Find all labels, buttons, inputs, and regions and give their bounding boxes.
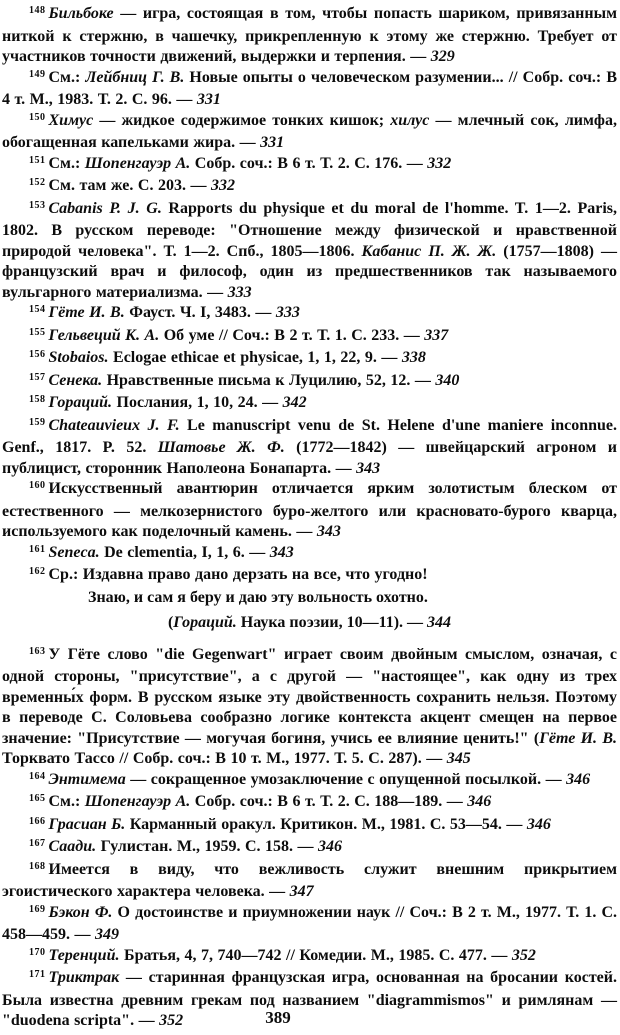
- text-segment: 346: [566, 770, 591, 788]
- text-segment: 333: [227, 283, 252, 301]
- text-segment: 331: [196, 91, 221, 108]
- footnote-number: 152: [29, 177, 46, 188]
- footnote-number: 162: [29, 566, 46, 577]
- text-segment: Гораций.: [48, 394, 113, 411]
- text-segment: 332: [427, 154, 452, 172]
- text-segment: См.:: [48, 154, 85, 172]
- text-segment: 337: [424, 326, 449, 344]
- text-segment: Энтимема: [48, 770, 126, 788]
- footnote-164: [2, 770, 617, 793]
- text-segment: 340: [435, 371, 460, 389]
- footnote-number: 156: [29, 349, 46, 360]
- text-segment: 352: [511, 946, 536, 964]
- text-segment: Издавна право дано дерзать на все, что угодно!: [82, 566, 428, 583]
- text-segment: Rapports du physique et du moral de l'homme. T. 1—2. Paris, 1802. В русском переводе: "Отношение между физической и нравственной природой человека". Т. 1—2. Спб., 1805—1806.: [2, 199, 617, 260]
- footnote-155: [2, 326, 617, 349]
- text-segment: Chateauvieux J. F.: [48, 416, 180, 434]
- text-segment: 346: [526, 815, 551, 833]
- text-segment: 332: [210, 177, 235, 194]
- text-segment: Гёте И. В.: [48, 304, 125, 321]
- footnote-number: 160: [29, 480, 46, 491]
- text-segment: 346: [318, 838, 343, 855]
- text-segment: Торквато Тассо // Собр. соч.: В 10 т. М., 1977. Т. 5. С. 287). —: [2, 750, 447, 767]
- footnote-154: [2, 303, 617, 326]
- text-segment: См. там же. С. 203. —: [48, 177, 211, 194]
- verse-line: Знаю, и сам я беру и даю эту вольность охотно.: [88, 588, 428, 606]
- footnote-number: 170: [29, 946, 46, 958]
- text-segment: Грасиан Б.: [48, 815, 126, 833]
- footnote-number: 169: [29, 903, 46, 915]
- text-segment: См.:: [48, 68, 86, 86]
- footnote-number: 157: [29, 371, 46, 383]
- text-segment: Кабанис П. Ж. Ж.: [361, 242, 497, 260]
- footnote-number: 151: [29, 154, 46, 166]
- footnote-160: [2, 479, 617, 543]
- footnote-162: [2, 565, 617, 588]
- text-segment: Шопенгауэр А.: [84, 154, 191, 172]
- footnote-168: [2, 860, 617, 903]
- footnote-number: 150: [29, 111, 46, 123]
- text-segment: Гораций.: [173, 614, 237, 631]
- text-segment: Гельвеций К. А.: [48, 326, 160, 344]
- footnote-148: [2, 4, 617, 68]
- footnote-number: 159: [29, 416, 46, 428]
- footnote-number: 148: [29, 5, 46, 16]
- footnote-153: [2, 199, 617, 304]
- text-segment: Stobaios.: [48, 349, 109, 366]
- footnote-163: [2, 645, 617, 770]
- text-segment: Seneca.: [48, 543, 100, 561]
- footnote-161: [2, 543, 617, 566]
- text-segment: Братья, 4, 7, 740—742 // Комедии. М., 1985. С. 477. —: [119, 946, 512, 964]
- text-segment: — сокращенное умозаключение с опущенной посылкой. —: [125, 770, 567, 788]
- text-segment: 333: [275, 304, 300, 321]
- text-segment: 349: [95, 926, 119, 943]
- text-segment: Саади.: [48, 838, 97, 855]
- text-segment: Триктрак: [48, 969, 120, 986]
- text-segment: Собр. соч.: В 6 т. Т. 2. С. 176. —: [190, 154, 428, 172]
- footnote-159: [2, 416, 617, 480]
- text-segment: 346: [467, 793, 492, 810]
- footnote-157: [2, 371, 617, 394]
- text-segment: Le manuscript venu de St. Helene d'une maniere inconnue. Genf., 1817. P. 52.: [2, 416, 618, 456]
- text-segment: Eclogae ethicae et physicae, 1, 1, 22, 9. —: [108, 349, 402, 366]
- text-segment: Ср.:: [48, 566, 83, 583]
- text-segment: Нравственные письма к Луцилию, 52, 12. —: [102, 371, 436, 389]
- footnote-number: 163: [29, 645, 46, 657]
- footnote-number: 161: [29, 543, 46, 555]
- text-segment: 329: [430, 48, 455, 65]
- text-segment: (: [167, 614, 174, 631]
- footnote-number: 168: [29, 860, 46, 872]
- text-segment: Химус: [48, 111, 94, 129]
- text-segment: 343: [316, 523, 341, 540]
- footnote-number: 158: [29, 394, 46, 405]
- text-segment: — жидкое содержимое тонких кишок;: [93, 111, 391, 129]
- footnote-number: 165: [29, 793, 46, 804]
- text-segment: У Гёте слово "die Gegenwart" играет своим двойным смыслом, означая, с одной стороны, "присутствие", а с другой — "настоящее", как одну из трех временны́х форм. В русском языке эту двойственность сохранить нельзя. Поэтому в переводе С. Соловьева сообразно логике контекста акцент смещен на первое значение: "Присутствие — могучая богиня, учись ее влияние ценить!" (: [2, 645, 617, 747]
- text-segment: — млечный сок, лимфа, обогащенная капельками жира. —: [2, 111, 617, 151]
- footnote-number: 166: [29, 815, 46, 827]
- footnote-number: 155: [29, 326, 46, 338]
- text-segment: Имеется в виду, что вежливость служит внешним прикрытием эгоистического характера человека. —: [2, 860, 617, 900]
- text-segment: См.:: [48, 793, 85, 810]
- text-segment: 343: [269, 543, 294, 561]
- text-segment: Бильбоке: [48, 5, 114, 22]
- text-segment: Искусственный авантюрин отличается ярким золотистым блеском от естественного — мелкозернистого буро-желтого или красновато-бурого кварца, используемого как поделочный камень. —: [2, 480, 617, 540]
- footnote-150: [2, 111, 617, 154]
- footnote-number: 167: [29, 838, 46, 849]
- endnotes-list: [2, 4, 617, 1032]
- text-segment: Теренций.: [48, 946, 120, 964]
- text-segment: Лейбниц Г. В.: [85, 68, 185, 86]
- text-segment: 343: [356, 459, 381, 477]
- text-segment: хилус: [390, 111, 430, 129]
- text-segment: 338: [401, 349, 426, 366]
- verse-attribution: [2, 613, 617, 634]
- text-segment: 352: [159, 1012, 184, 1029]
- text-segment: Новые опыты о человеческом разумении... // Собр. соч.: В 4 т. М., 1983. Т. 2. С. 96. —: [2, 68, 618, 108]
- text-segment: О достоинстве и приумножении наук // Соч.: В 2 т. М., 1977. Т. 1. С. 458—459. —: [2, 903, 617, 943]
- footnote-number: 164: [29, 770, 46, 782]
- text-segment: Шопенгауэр А.: [84, 793, 191, 810]
- footnote-151: [2, 154, 617, 177]
- text-segment: Сенека.: [48, 371, 103, 389]
- footnote-170: [2, 946, 617, 969]
- text-segment: — старинная французская игра, основанная на бросании костей. Была известна древним грекам под названием "diagrammismos" и римлянам — "duodena scripta". —: [2, 969, 617, 1029]
- text-segment: Фауст. Ч. I, 3483. —: [124, 304, 276, 321]
- footnote-167: [2, 837, 617, 860]
- text-segment: 342: [282, 394, 307, 411]
- footnote-156: [2, 348, 617, 371]
- text-segment: Послания, 1, 10, 24. —: [112, 394, 283, 411]
- text-segment: Наука поэзии, 10—11). —: [236, 614, 428, 631]
- text-segment: 344: [427, 614, 452, 631]
- text-segment: Собр. соч.: В 6 т. Т. 2. С. 188—189. —: [190, 793, 468, 810]
- text-segment: (1757—1808) — французский врач и философ, один из предшественников так называемого вульгарного материализма. —: [2, 242, 618, 301]
- footnote-number: 171: [29, 969, 46, 980]
- footnote-158: [2, 393, 617, 416]
- footnote-165: [2, 792, 617, 815]
- text-segment: De clementia, I, 1, 6. —: [99, 543, 270, 561]
- text-segment: — игра, состоящая в том, чтобы попасть шариком, привязанным ниткой к стержню, в чашечку, прикрепленную к этому же стержню. Требует от участников точности движений, выдержки и терпения. —: [2, 5, 617, 65]
- text-segment: 345: [446, 750, 471, 767]
- text-segment: (1772—1842) — швейцарский агроном и публицист, сторонник Наполеона Бонапарта. —: [2, 439, 618, 477]
- footnote-number: 154: [29, 304, 46, 315]
- footnote-149: [2, 68, 617, 111]
- text-segment: Бэкон Ф.: [48, 903, 113, 921]
- page-number: 389: [265, 1008, 291, 1027]
- footnote-169: [2, 903, 617, 946]
- text-segment: 331: [260, 134, 285, 151]
- footnote-166: [2, 815, 617, 838]
- text-segment: Шатовье Ж. Ф.: [157, 439, 285, 456]
- footnote-number: 149: [29, 68, 46, 80]
- text-segment: Карманный оракул. Критикон. М., 1981. С. 53—54. —: [125, 815, 527, 833]
- text-segment: Cabanis P. J. G.: [48, 199, 162, 217]
- text-segment: 347: [289, 883, 314, 900]
- text-segment: Об уме // Соч.: В 2 т. Т. 1. С. 233. —: [159, 326, 425, 344]
- footnote-152: [2, 176, 617, 199]
- footnote-number: 153: [29, 199, 46, 211]
- text-segment: Гёте И. В.: [539, 729, 617, 747]
- text-segment: Гулистан. М., 1959. С. 158. —: [96, 838, 319, 855]
